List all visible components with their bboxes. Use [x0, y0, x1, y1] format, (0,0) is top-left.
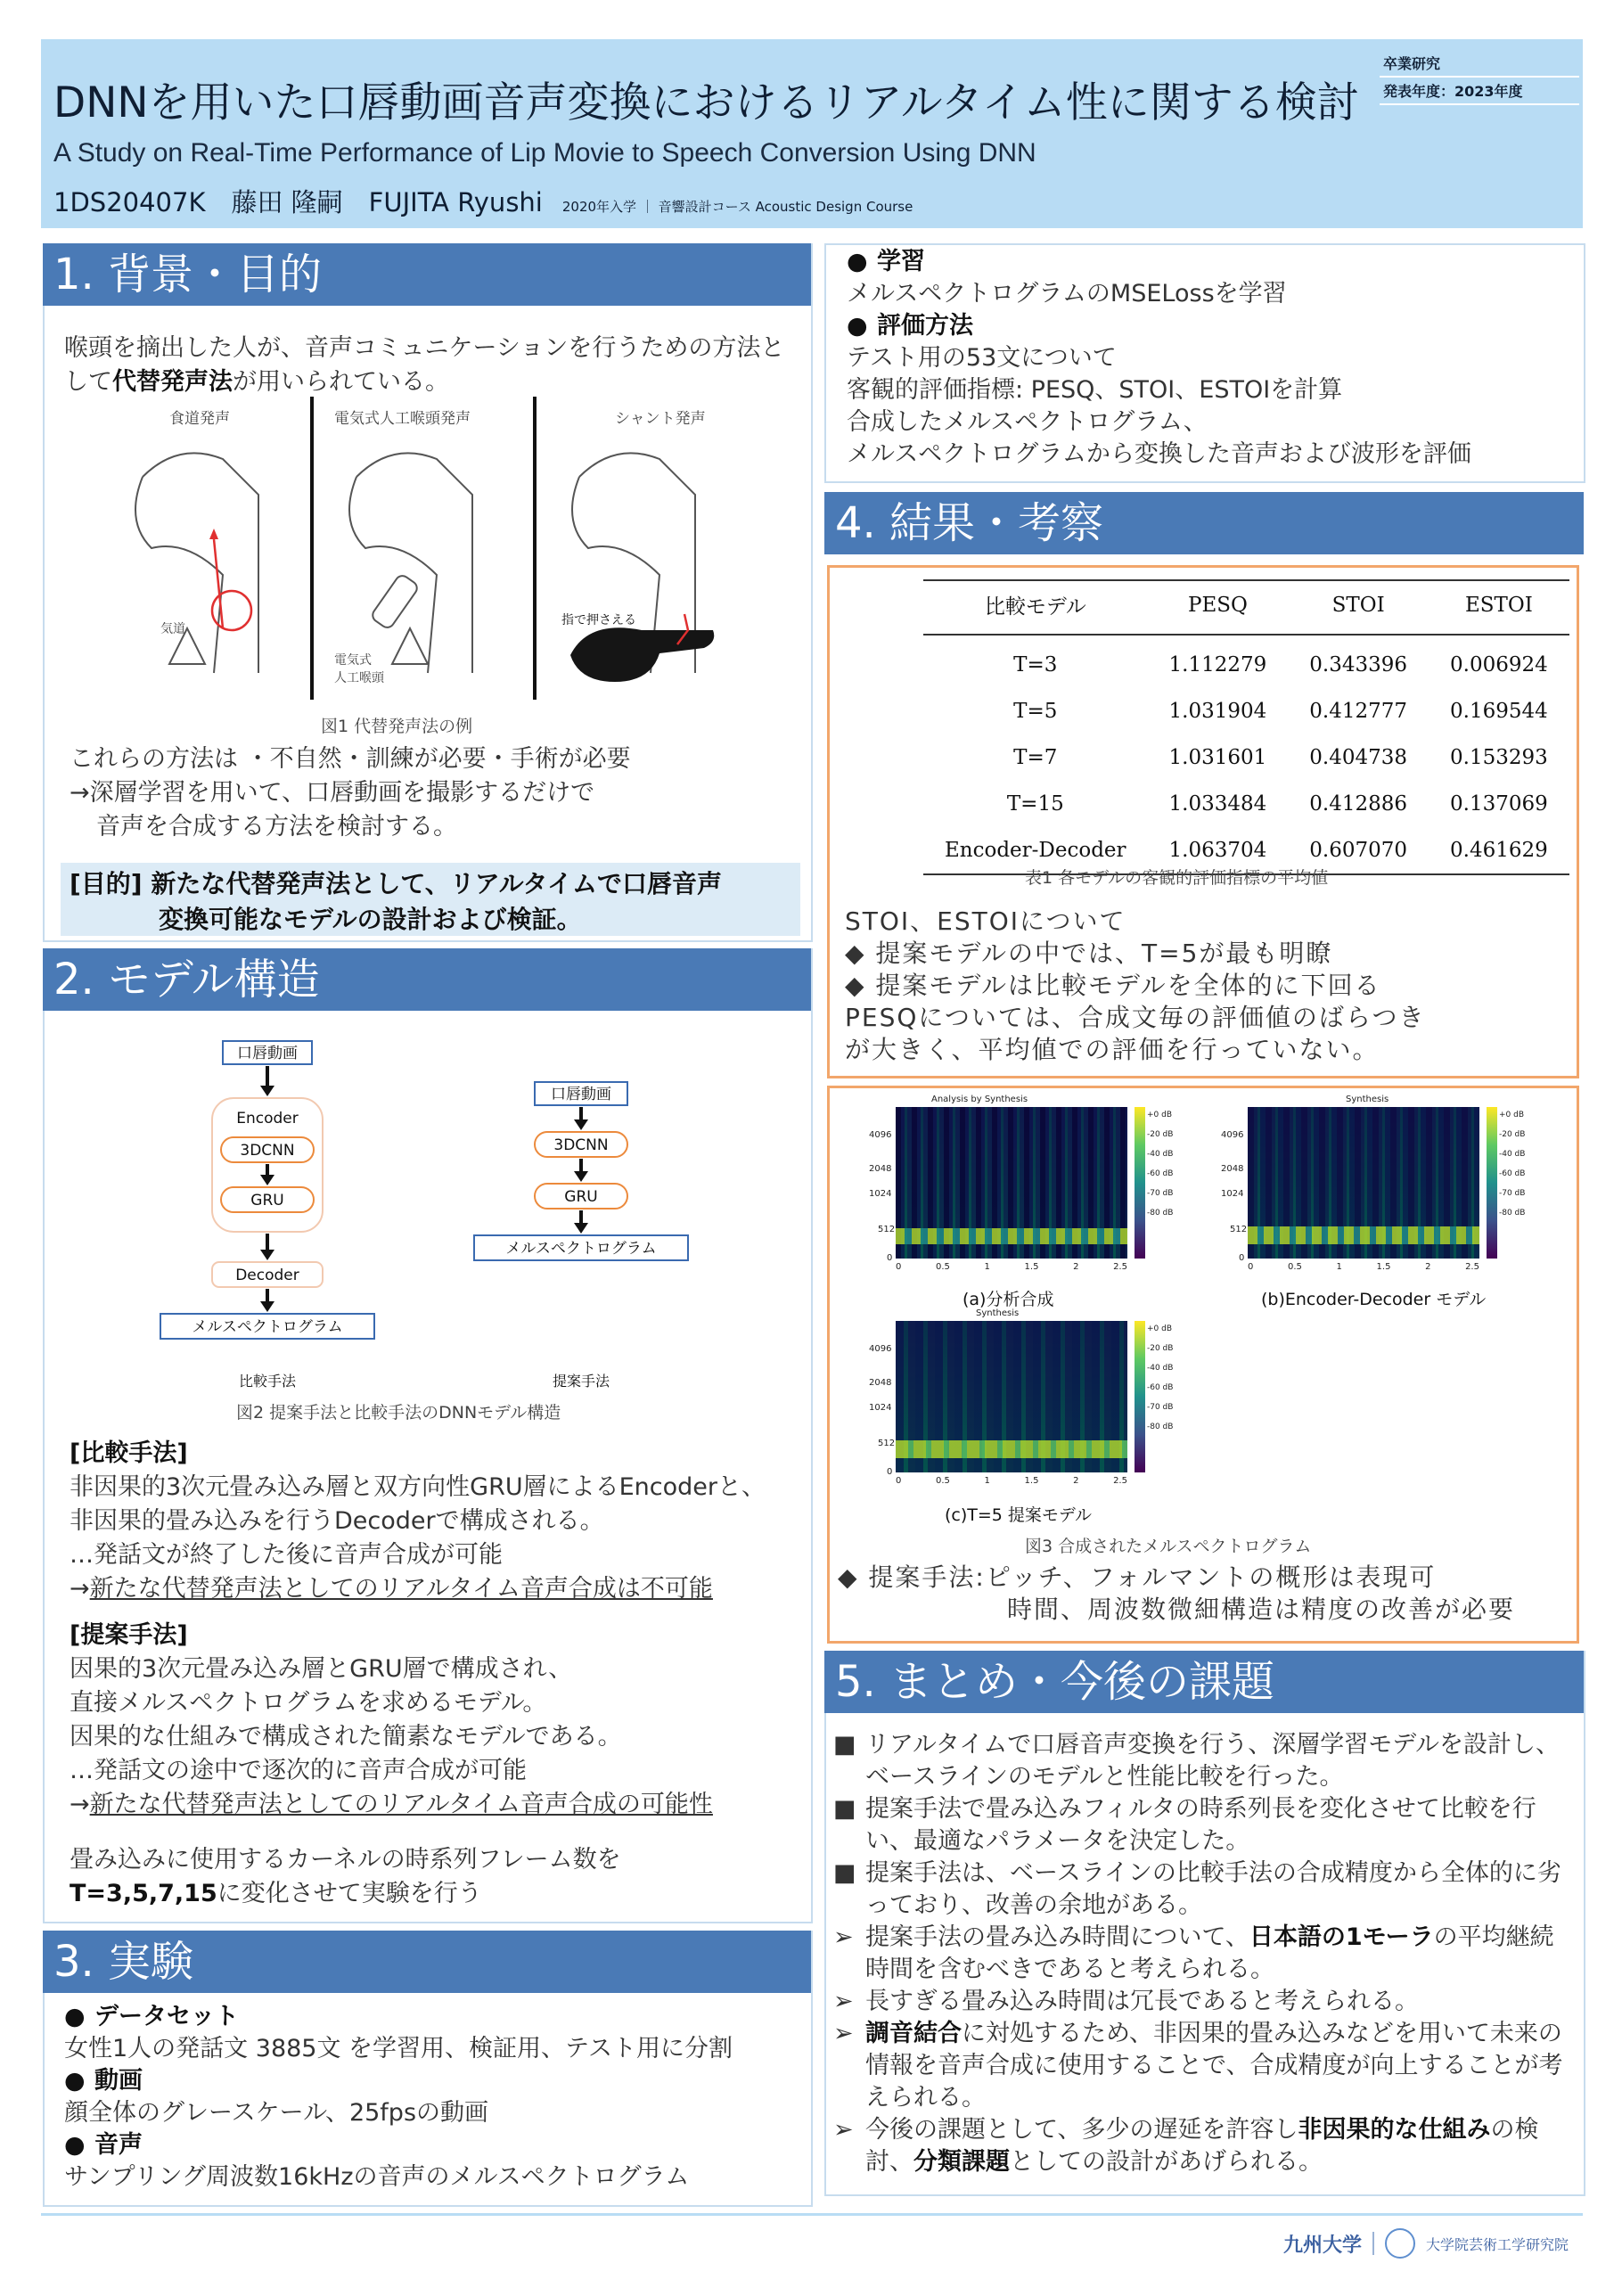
evaluation-title-text: 評価方法 [877, 312, 973, 340]
proposed-line-1: 因果的3次元畳み込み層とGRU層で構成され、 [70, 1655, 573, 1683]
summary-text: 提案手法は、ベースラインの比較手法の合成精度から全体的に劣っており、改善の余地がある。 [865, 1859, 1561, 1919]
spectrogram-b-colorbar [1487, 1107, 1497, 1259]
purpose-box [61, 863, 800, 936]
spec-a-ytick: 0 [887, 1253, 893, 1263]
university-name: 九州大学 [1283, 2233, 1363, 2257]
spectrogram-note-2: 時間、周波数微細構造は精度の改善が必要 [1007, 1595, 1516, 1624]
cbar-label: -60 dB [1147, 1383, 1174, 1392]
figure-2-caption: 図2 提案手法と比較手法のDNNモデル構造 [236, 1403, 561, 1423]
experiment-line-2-text: に変化させて実験を行う [217, 1880, 482, 1907]
future-text-a: 提案手法の畳み込み時間について、 [865, 1923, 1249, 1951]
summary-text: 提案手法で畳み込みフィルタの時系列長を変化させて比較を行い、最適なパラメータを決定した。 [865, 1795, 1536, 1855]
future-item [833, 1922, 1564, 1986]
table-cell: 0.137069 [1450, 792, 1548, 816]
future-text-c: に対処するため、非因果的畳み込みなどを用いて未来の情報を音声合成に使用することで、合成精度が向上することが考えられる。 [865, 2020, 1563, 2112]
comparison-line-1: 非因果的3次元畳み込み層と双方向性GRU層によるEncoderと、 [70, 1473, 766, 1501]
spec-b-xticks [1248, 1262, 1479, 1272]
figure-2-model-diagram [152, 1034, 704, 1408]
cbar-label: -70 dB [1147, 1403, 1174, 1412]
section-1-heading: 1. 背景・目的 [43, 243, 811, 306]
xtick: 0 [896, 1262, 902, 1272]
spectrogram-b-formant [1248, 1226, 1479, 1244]
section-5-items [833, 1729, 1564, 2178]
table-cell: 0.412777 [1309, 700, 1408, 723]
dataset-title: ● データセット [64, 2003, 239, 2030]
cbar-label: +0 dB [1499, 1111, 1525, 1119]
table-cell: T=5 [1013, 700, 1058, 723]
spectrogram-a-label: (a)分析合成 [963, 1290, 1054, 1309]
cbar-label: -40 dB [1147, 1150, 1174, 1159]
section-1-line-1: これらの方法は ・不自然・訓練が必要・手術が必要 [70, 745, 631, 773]
cbar-label: +0 dB [1147, 1111, 1173, 1119]
table-row [923, 734, 1569, 781]
xtick: 0 [1248, 1262, 1254, 1272]
future-keyword: 日本語の1モーラ [1249, 1923, 1434, 1951]
spectrogram-a-colorbar [1135, 1107, 1145, 1259]
author-name: 1DS20407K 藤田 隆嗣 FUJITA Ryushi [53, 187, 543, 217]
spec-a-ytick: 2048 [869, 1164, 892, 1174]
spec-c-ytick: 1024 [869, 1403, 892, 1413]
cbar-label: -60 dB [1499, 1169, 1526, 1178]
training-title: ● 学習 [847, 248, 925, 275]
proposed-line-4: …発話文の途中で逐次的に音声合成が可能 [70, 1757, 527, 1784]
spec-b-ytick: 0 [1239, 1253, 1245, 1263]
future-item [833, 2114, 1564, 2178]
table-header: 比較モデル [923, 580, 1148, 635]
xtick: 2 [1425, 1262, 1431, 1272]
table-cell: 1.112279 [1168, 653, 1267, 676]
diagram-right-output: メルスペクトログラム [505, 1240, 657, 1258]
cbar-label: -70 dB [1499, 1189, 1526, 1198]
spectrogram-b-label: (b)Encoder-Decoder モデル [1261, 1290, 1487, 1309]
experiment-line-2 [70, 1877, 800, 1911]
table-cell: T=15 [1006, 792, 1064, 816]
diagram-encoder: Encoder [236, 1110, 299, 1128]
xtick: 1 [984, 1262, 990, 1272]
footer-divider [41, 2213, 1583, 2216]
future-text-c: の平均継続時間を含むべきであると考えられる。 [865, 1923, 1554, 1983]
spec-a-xticks [896, 1262, 1127, 1272]
spec-a-cbar-labels [1147, 1105, 1173, 1223]
cbar-label: -20 dB [1147, 1344, 1174, 1353]
table-cell: 1.031904 [1168, 700, 1267, 723]
discussion-line-1: STOI、ESTOIについて [845, 906, 1126, 936]
figure-3-caption: 図3 合成されたメルスペクトログラム [1025, 1537, 1312, 1556]
xtick: 0.5 [936, 1262, 950, 1272]
proposed-line-3: 因果的な仕組みで構成された簡素なモデルである。 [70, 1723, 622, 1751]
table-cell: 0.404738 [1309, 746, 1408, 769]
xtick: 1.5 [1024, 1476, 1039, 1486]
diagram-right-label: 提案手法 [552, 1373, 610, 1390]
xtick: 1 [1336, 1262, 1342, 1272]
fig1-label-electrolarynx: 電気式人工喉頭発声 [334, 410, 471, 428]
spec-a-ytick: 4096 [869, 1130, 892, 1140]
cbar-label: +0 dB [1147, 1324, 1173, 1333]
spectrogram-c-colorbar [1135, 1321, 1145, 1472]
proposed-conclusion: 新たな代替発声法としてのリアルタイム音声合成の可能性 [89, 1791, 713, 1818]
table-cell: 0.006924 [1450, 653, 1548, 676]
xtick: 0.5 [1288, 1262, 1302, 1272]
spectrogram-b [1221, 1095, 1542, 1282]
cbar-label: -20 dB [1147, 1130, 1174, 1139]
spec-c-xticks [896, 1476, 1127, 1486]
intro-text: 喉頭を摘出した人が、音声コミュニケーションを行うための方法として [64, 334, 785, 396]
evaluation-line-3: 合成したメルスペクトログラム、 [847, 408, 1208, 436]
spectrogram-c-title: Synthesis [976, 1308, 1020, 1318]
cbar-label: -40 dB [1499, 1150, 1526, 1159]
spec-c-ytick: 0 [887, 1467, 893, 1477]
comparison-heading: [比較手法] [70, 1439, 188, 1467]
xtick: 2 [1073, 1262, 1079, 1272]
cbar-label: -80 dB [1499, 1209, 1526, 1218]
purpose-line-1: [目的] 新たな代替発声法として、リアルタイムで口唇音声 [70, 869, 722, 898]
table-cell: 1.031601 [1168, 746, 1267, 769]
future-item [833, 2018, 1564, 2114]
fig1-note-device: 人工喉頭 [334, 671, 384, 685]
section-1-line-2: →深層学習を用いて、口唇動画を撮影するだけで [70, 779, 595, 807]
section-3-heading: 3. 実験 [43, 1931, 811, 1993]
spectrogram-c-label: (c)T=5 提案モデル [945, 1505, 1092, 1525]
audio-title: ● 音声 [64, 2131, 143, 2159]
future-keyword: 調音結合 [865, 2020, 962, 2047]
spec-b-cbar-labels [1499, 1105, 1525, 1223]
discussion-line-4: PESQについては、合成文毎の評価値のばらつき [845, 1003, 1426, 1032]
dataset-title-text: データセット [94, 2003, 239, 2030]
fig1-note-finger: 指で押さえる [561, 613, 636, 627]
fig1-label-shunt: シャント発声 [615, 410, 706, 428]
spec-b-ytick: 2048 [1221, 1164, 1244, 1174]
section-5-heading: 5. まとめ・今後の課題 [824, 1651, 1584, 1713]
video-title: ● 動画 [64, 2067, 143, 2095]
cbar-label: -20 dB [1499, 1130, 1526, 1139]
figure-1-vocal-tract [89, 397, 749, 700]
arrow-bullet-icon: ➢ [833, 1988, 854, 2015]
diagram-left-label: 比較手法 [238, 1373, 297, 1390]
spec-c-ytick: 4096 [869, 1344, 892, 1354]
meta-year: 発表年度：2023年度 [1380, 78, 1579, 105]
spectrogram-a-title: Analysis by Synthesis [931, 1095, 1028, 1104]
table-header-row [923, 580, 1569, 635]
arrow-bullet-icon: ➢ [833, 2116, 854, 2144]
evaluation-line-2: 客観的評価指標: PESQ、STOI、ESTOIを計算 [847, 376, 1343, 404]
diagram-right-cnn: 3DCNN [553, 1136, 609, 1154]
fig1-note-electric: 電気式 [334, 653, 372, 668]
xtick: 0.5 [936, 1476, 950, 1486]
spec-b-ytick: 512 [1230, 1225, 1248, 1234]
table-header: ESTOI [1429, 580, 1569, 635]
poster-title: DNNを用いた口唇動画音声変換におけるリアルタイム性に関する検討 [53, 78, 1359, 127]
diagram-right-gru: GRU [564, 1188, 598, 1206]
audio-text: サンプリング周波数16kHzの音声のメルスペクトログラム [64, 2163, 690, 2191]
cbar-label: -60 dB [1147, 1169, 1174, 1178]
proposed-arrow: → [70, 1791, 90, 1818]
spectrogram-a [869, 1095, 1190, 1282]
xtick: 2.5 [1113, 1476, 1127, 1486]
future-text-a: 今後の課題として、多少の遅延を許容し [865, 2116, 1298, 2144]
evaluation-line-1: テスト用の53文について [847, 344, 1117, 372]
evaluation-line-4: メルスペクトログラムから変換した音声および波形を評価 [847, 440, 1471, 468]
future-item [833, 1986, 1564, 2018]
future-text [865, 1922, 1564, 1986]
dataset-text: 女性1人の発話文 3885文 を学習用、検証用、テスト用に分割 [64, 2035, 733, 2062]
spectrogram-note-1: ◆ 提案手法:ピッチ、フォルマントの概形は表現可 [838, 1562, 1437, 1592]
square-bullet-icon: ■ [833, 1859, 856, 1887]
proposed-line-5 [70, 1788, 800, 1822]
divider-bar [1372, 2232, 1374, 2255]
discussion-line-2: ◆ 提案モデルの中では、T=5が最も明瞭 [845, 939, 1333, 968]
section-3-items [64, 2001, 804, 2194]
section-2-heading: 2. モデル構造 [43, 948, 811, 1011]
training-title-text: 学習 [877, 248, 925, 275]
kernel-values: T=3,5,7,15 [70, 1880, 217, 1907]
section-1-text [70, 742, 782, 844]
proposed-heading: [提案手法] [70, 1621, 188, 1649]
xtick: 2.5 [1113, 1262, 1127, 1272]
table-row [923, 688, 1569, 734]
table-1-caption: 表1 各モデルの客観的評価指標の平均値 [1025, 868, 1329, 888]
spectrogram-b-title: Synthesis [1346, 1095, 1389, 1104]
xtick: 1.5 [1024, 1262, 1039, 1272]
section-2-text [70, 1437, 800, 1911]
xtick: 2.5 [1465, 1262, 1479, 1272]
diagram-left-gru: GRU [250, 1192, 284, 1210]
comparison-arrow: → [70, 1575, 90, 1603]
xtick: 1 [984, 1476, 990, 1486]
discussion-line-3: ◆ 提案モデルは比較モデルを全体的に下回る [845, 971, 1381, 1000]
table-header: PESQ [1148, 580, 1289, 635]
table-header: STOI [1288, 580, 1429, 635]
future-text: 長すぎる畳み込み時間は冗長であると考えられる。 [865, 1988, 1419, 2015]
intro-keyword: 代替発声法 [112, 368, 233, 396]
summary-text: リアルタイムで口唇音声変換を行う、深層学習モデルを設計し、ベースラインのモデルと性能比較を行った。 [865, 1731, 1560, 1791]
xtick: 1.5 [1376, 1262, 1391, 1272]
table-cell: 0.169544 [1450, 700, 1548, 723]
spec-b-ytick: 1024 [1221, 1189, 1244, 1199]
discussion-line-5: が大きく、平均値での評価を行っていない。 [845, 1035, 1380, 1064]
poster-subtitle: A Study on Real-Time Performance of Lip Movie to Speech Conversion Using DNN [53, 138, 1036, 168]
intro-text-end: が用いられている。 [233, 368, 449, 396]
meta-type: 卒業研究 [1380, 50, 1579, 78]
footer-logo [1283, 2228, 1569, 2259]
cbar-label: -80 dB [1147, 1423, 1174, 1431]
future-text [865, 2018, 1564, 2114]
diagram-left-cnn: 3DCNN [240, 1142, 295, 1160]
section-3-cont [847, 246, 1577, 471]
course-info: 2020年入学 ｜ 音響設計コース Acoustic Design Course [561, 199, 913, 215]
spec-c-cbar-labels [1147, 1319, 1173, 1437]
video-title-text: 動画 [94, 2067, 143, 2095]
section-1-intro [64, 332, 795, 399]
evaluation-title: ● 評価方法 [847, 312, 973, 340]
arrow-bullet-icon: ➢ [833, 2020, 854, 2047]
future-text-c: の検討、 [865, 2116, 1539, 2176]
spec-b-ytick: 4096 [1221, 1130, 1244, 1140]
experiment-line-1: 畳み込みに使用するカーネルの時系列フレーム数を [70, 1846, 621, 1874]
arrow-bullet-icon: ➢ [833, 1923, 854, 1951]
summary-item [833, 1857, 1564, 1922]
table-row [923, 781, 1569, 827]
diagram-left-output: メルスペクトログラム [192, 1318, 343, 1336]
comparison-conclusion: 新たな代替発声法としてのリアルタイム音声合成は不可能 [89, 1575, 713, 1603]
future-keyword: 分類課題 [913, 2148, 1010, 2176]
diagram-left-input: 口唇動画 [237, 1045, 298, 1062]
table-cell: 0.461629 [1429, 827, 1569, 874]
department-name: 大学院芸術工学研究院 [1426, 2235, 1569, 2253]
cbar-label: -80 dB [1147, 1209, 1174, 1218]
author-line [53, 183, 913, 219]
spec-c-ytick: 512 [878, 1439, 896, 1448]
square-bullet-icon: ■ [833, 1795, 856, 1823]
table-cell: 0.412886 [1309, 792, 1408, 816]
future-text-e: としての設計があげられる。 [1010, 2148, 1323, 2176]
section-4-heading: 4. 結果・考察 [824, 492, 1584, 554]
video-text: 顔全体のグレースケール、25fpsの動画 [64, 2099, 489, 2127]
table-cell: 1.063704 [1148, 827, 1289, 874]
table-cell: 1.033484 [1168, 792, 1267, 816]
comparison-line-2: 非因果的畳み込みを行うDecoderで構成される。 [70, 1507, 604, 1535]
fig1-note-airway: 気道 [160, 622, 185, 636]
future-keyword: 非因果的な仕組み [1298, 2116, 1491, 2144]
spectrogram-c [869, 1308, 1190, 1496]
spec-a-ytick: 1024 [869, 1189, 892, 1199]
table-cell: 0.153293 [1450, 746, 1548, 769]
spectrogram-a-formant [896, 1228, 1127, 1244]
diagram-decoder: Decoder [235, 1267, 299, 1284]
summary-item [833, 1793, 1564, 1857]
spectrogram-notes [838, 1562, 1569, 1626]
table-row [923, 635, 1569, 688]
cbar-label: -40 dB [1147, 1364, 1174, 1373]
meta-box [1380, 50, 1579, 105]
summary-item [833, 1729, 1564, 1793]
table-cell: 0.343396 [1309, 653, 1408, 676]
square-bullet-icon: ■ [833, 1731, 856, 1759]
xtick: 2 [1073, 1476, 1079, 1486]
training-text: メルスペクトログラムのMSELossを学習 [847, 280, 1287, 308]
fig1-label-esophageal: 食道発声 [169, 410, 230, 428]
emblem-icon [1385, 2228, 1415, 2259]
diagram-right-input: 口唇動画 [551, 1086, 611, 1103]
spec-c-ytick: 2048 [869, 1378, 892, 1388]
results-discussion [845, 906, 1567, 1066]
results-table [923, 579, 1569, 875]
future-text [865, 2114, 1564, 2178]
spec-a-ytick: 512 [878, 1225, 896, 1234]
table-cell: T=3 [1013, 653, 1058, 676]
audio-title-text: 音声 [94, 2131, 143, 2159]
spectrogram-c-formant [896, 1440, 1127, 1458]
section-1-line-3: 音声を合成する方法を検討する。 [96, 813, 457, 840]
table-cell: Encoder-Decoder [923, 827, 1148, 874]
table-cell: T=7 [1013, 746, 1058, 769]
xtick: 0 [896, 1476, 902, 1486]
comparison-line-3: …発話文が終了した後に音声合成が可能 [70, 1541, 503, 1569]
table-cell: 0.607070 [1288, 827, 1429, 874]
comparison-line-4 [70, 1572, 800, 1606]
cbar-label: -70 dB [1147, 1189, 1174, 1198]
figure-1-caption: 図1 代替発声法の例 [321, 717, 473, 736]
proposed-line-2: 直接メルスペクトログラムを求めるモデル。 [70, 1689, 547, 1717]
purpose-line-2: 変換可能なモデルの設計および検証。 [159, 905, 582, 934]
